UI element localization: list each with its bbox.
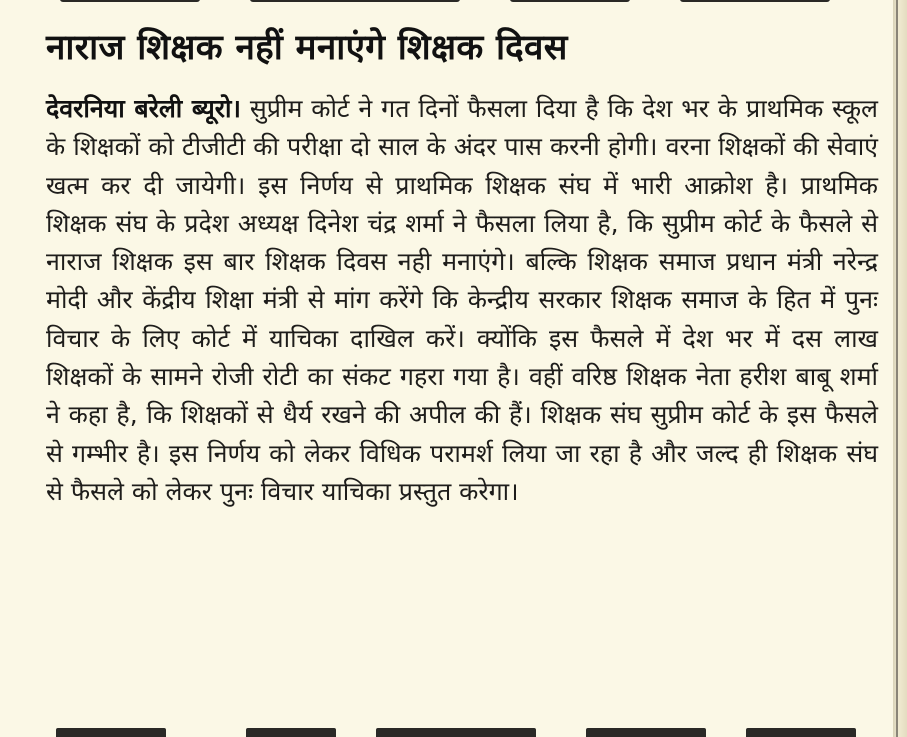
- article-headline: नाराज शिक्षक नहीं मनाएंगे शिक्षक दिवस: [46, 28, 568, 68]
- article-dateline: देवरनिया बरेली ब्यूरो।: [46, 94, 241, 123]
- next-article-text-fragment: [46, 726, 876, 737]
- page-fold-edge: [893, 0, 907, 737]
- previous-article-text-fragment: [60, 0, 840, 6]
- news-article: [46, 22, 878, 511]
- article-body: [46, 90, 878, 511]
- article-body-text: सुप्रीम कोर्ट ने गत दिनों फैसला दिया है कि देश भर के प्राथमिक स्कूल के शिक्षकों को टीजीटी की परीक्षा दो साल के अंदर पास करनी होगी। वरना शिक्षकों की सेवाएं खत्म कर दी जायेगी। इस निर्णय से प्राथमिक शिक्षक संघ में भारी आक्रोश है। प्राथमिक शिक्षक संघ के प्रदेश अध्यक्ष दिनेश चंद्र शर्मा ने फैसला लिया है, कि सुप्रीम कोर्ट के फैसले से नाराज शिक्षक इस बार शिक्षक दिवस नही मनाएंगे। बल्कि शिक्षक समाज प्रधान मंत्री नरेन्द्र मोदी और केंद्रीय शिक्षा मंत्री से मांग करेंगे कि केन्द्रीय सरकार शिक्षक समाज के हित में पुनः विचार के लिए कोर्ट में याचिका दाखिल करें। क्योंकि इस फैसले में देश भर में दस लाख शिक्षकों के सामने रोजी रोटी का संकट गहरा गया है। वहीं वरिष्ठ शिक्षक नेता हरीश बाबू शर्मा ने कहा है, कि शिक्षकों से धैर्य रखने की अपील की हैं। शिक्षक संघ सुप्रीम कोर्ट के इस फैसले से गम्भीर है। इस निर्णय को लेकर विधिक परामर्श लिया जा रहा है और जल्द ही शिक्षक संघ से फैसले को लेकर पुनः विचार याचिका प्रस्तुत करेगा।: [46, 94, 879, 506]
